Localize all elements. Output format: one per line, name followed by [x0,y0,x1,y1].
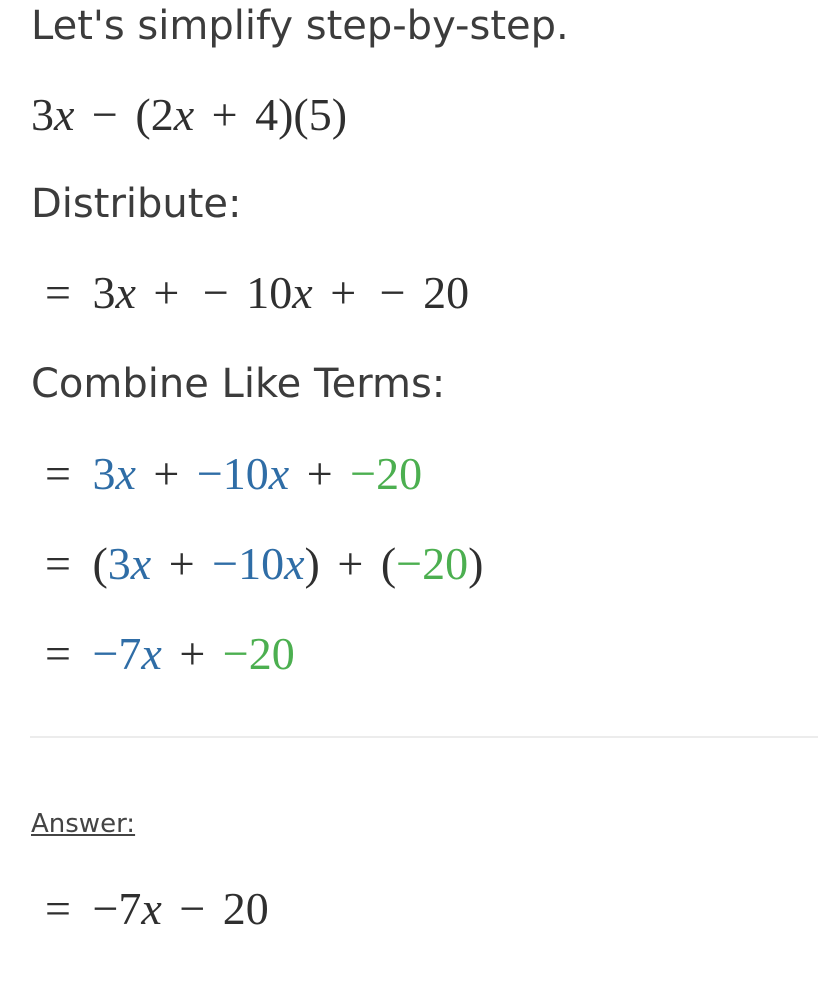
paren: ) [304,538,320,589]
operator: + [306,448,333,499]
combined-constant: −20 [222,628,295,679]
paren: ) [468,538,484,589]
variable: x [173,89,195,140]
operator: + [168,538,195,589]
equals: = [45,628,71,679]
operator: − [179,883,206,934]
variable: x [115,267,136,318]
combine-line-1 [45,448,423,499]
like-term-x: 3x [107,538,152,589]
divider [30,736,818,738]
operator: + [153,267,180,318]
operator: + [337,538,364,589]
term: (5) [293,89,348,140]
variable: x [292,267,313,318]
like-term-x: −10x [212,538,305,589]
operator: − [202,267,229,318]
like-term-x: −10x [196,448,290,499]
term: 2 [150,89,174,140]
term: 3 [31,89,54,140]
operator: + [153,448,180,499]
term: 20 [222,883,269,934]
term: 4 [255,89,279,140]
intro-text: Let's simplify step-by-step. [31,3,569,49]
variable: x [141,883,162,934]
paren: ( [135,89,151,140]
equals: = [45,883,71,934]
equals: = [45,448,71,499]
like-term-constant: −20 [350,448,423,499]
distribute-label: Distribute: [31,181,242,227]
term: 10 [246,267,293,318]
operator: + [330,267,357,318]
combine-label: Combine Like Terms: [31,361,446,407]
equals: = [45,538,71,589]
term: −7 [92,883,142,934]
paren: ( [92,538,108,589]
answer-line [45,883,269,934]
answer-label: Answer: [31,809,136,839]
original-expression [31,89,348,140]
term: 3 [92,267,116,318]
operator: + [179,628,206,679]
operator: − [379,267,406,318]
operator: + [211,89,238,140]
like-term-x: 3x [92,448,136,499]
combine-line-2 [45,538,484,589]
like-term-constant: −20 [396,538,469,589]
combine-line-3 [45,628,295,679]
operator: − [91,89,118,140]
term: 20 [423,267,470,318]
variable: x [54,89,75,140]
paren: ( [380,538,397,589]
distribute-line [45,267,470,318]
equals: = [45,267,71,318]
combined-x-term: −7x [92,628,162,679]
paren: ) [278,89,294,140]
